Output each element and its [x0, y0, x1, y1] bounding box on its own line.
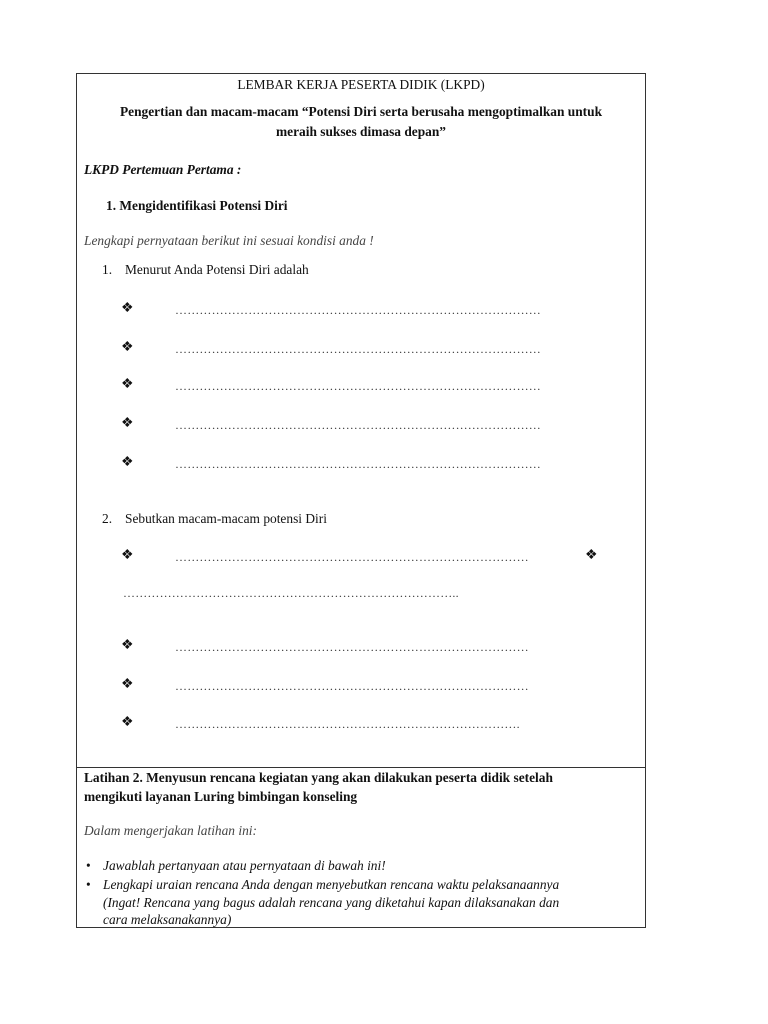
instruction-item-2-line3: cara melaksanakannya) — [103, 912, 232, 927]
answer-line[interactable]: …………………………………………………………………………. — [175, 717, 520, 731]
q1-text: Menurut Anda Potensi Diri adalah — [125, 262, 309, 277]
answer-line[interactable]: ……………………………………………………………………………… — [175, 379, 541, 393]
diamond-bullet-icon: ❖ — [585, 548, 598, 563]
instruction-item-2-line1: Lengkapi uraian rencana Anda dengan menyebutkan rencana waktu pelaksanaannya — [103, 877, 560, 892]
answer-line[interactable]: …………………………………………………………………………… — [175, 640, 529, 654]
diamond-bullet-icon: ❖ — [121, 677, 134, 692]
section2-heading-line2: mengikuti layanan Luring bimbingan konseling — [84, 789, 358, 804]
answer-line[interactable]: ……………………………………………………………………………… — [175, 342, 541, 356]
q2-number: 2. — [102, 511, 113, 526]
section1-heading: 1. Mengidentifikasi Potensi Diri — [106, 198, 288, 213]
diamond-bullet-icon: ❖ — [121, 301, 134, 316]
instruction-item-1: Jawablah pertanyaan atau pernyataan di bawah ini! — [103, 858, 386, 873]
q1-number: 1. — [102, 262, 113, 277]
worksheet-subtitle-line1: Pengertian dan macam-macam “Potensi Diri serta berusaha mengoptimalkan untuk — [119, 104, 603, 119]
diamond-bullet-icon: ❖ — [121, 638, 134, 653]
section2-heading-line1: Latihan 2. Menyusun rencana kegiatan yang akan dilakukan peserta didik setelah — [84, 770, 553, 785]
bullet-dot-icon: • — [86, 877, 91, 892]
answer-line[interactable]: ……………………………………………………………………………… — [175, 418, 541, 432]
diamond-bullet-icon: ❖ — [121, 548, 134, 563]
diamond-bullet-icon: ❖ — [121, 416, 134, 431]
instruction-item-2-line2: (Ingat! Rencana yang bagus adalah rencana yang diketahui kapan dilaksanakan dan — [103, 895, 560, 910]
bullet-dot-icon: • — [86, 858, 91, 873]
answer-line[interactable]: ……………………………………………………………………….. — [123, 586, 459, 600]
diamond-bullet-icon: ❖ — [121, 377, 134, 392]
answer-line[interactable]: …………………………………………………………………………… — [175, 550, 529, 564]
worksheet-title: LEMBAR KERJA PESERTA DIDIK (LKPD) — [237, 77, 485, 92]
diamond-bullet-icon: ❖ — [121, 340, 134, 355]
q2-text: Sebutkan macam-macam potensi Diri — [125, 511, 327, 526]
worksheet-subtitle-line2: meraih sukses dimasa depan” — [275, 124, 447, 139]
answer-line[interactable]: ……………………………………………………………………………… — [175, 303, 541, 317]
session-label: LKPD Pertemuan Pertama : — [84, 162, 242, 177]
diamond-bullet-icon: ❖ — [121, 455, 134, 470]
section2-intro: Dalam mengerjakan latihan ini: — [84, 823, 257, 838]
diamond-bullet-icon: ❖ — [121, 715, 134, 730]
section-divider — [77, 767, 645, 768]
section1-instruction: Lengkapi pernyataan berikut ini sesuai kondisi anda ! — [84, 233, 374, 248]
answer-line[interactable]: …………………………………………………………………………… — [175, 679, 529, 693]
answer-line[interactable]: ……………………………………………………………………………… — [175, 457, 541, 471]
worksheet-frame — [76, 73, 646, 928]
